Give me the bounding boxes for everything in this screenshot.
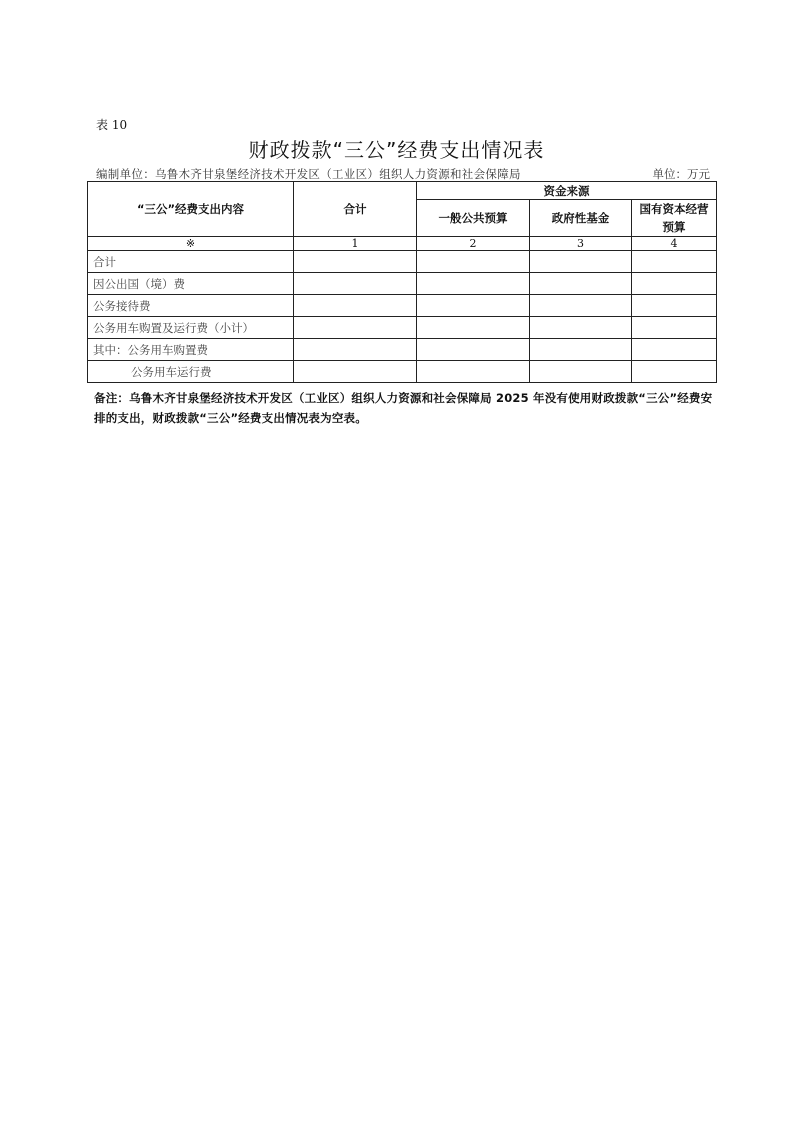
index-cell: 3 [530, 237, 632, 251]
unit-label: 单位：万元 [652, 167, 710, 181]
table-cell [417, 251, 530, 273]
table-row [88, 361, 717, 383]
table-cell [417, 361, 530, 383]
header-general-budget: 一般公共预算 [417, 200, 530, 237]
table-cell [530, 251, 632, 273]
header-row-1 [88, 182, 717, 200]
table-cell [294, 251, 417, 273]
header-state-capital: 国有资本经营预算 [632, 200, 717, 237]
table-cell [632, 361, 717, 383]
table-cell [417, 317, 530, 339]
index-cell: 2 [417, 237, 530, 251]
compiler-label: 编制单位：乌鲁木齐甘泉堡经济技术开发区（工业区）组织人力资源和社会保障局 [96, 167, 521, 181]
table-row [88, 273, 717, 295]
table-cell [417, 273, 530, 295]
table-cell [530, 317, 632, 339]
table-row [88, 295, 717, 317]
table-cell [294, 361, 417, 383]
table-cell [632, 339, 717, 361]
row-label: 其中：公务用车购置费 [88, 339, 294, 361]
header-gov-fund: 政府性基金 [530, 200, 632, 237]
table-number: 表 10 [96, 118, 128, 132]
table-cell [294, 273, 417, 295]
expense-table [87, 181, 717, 383]
header-content: “三公”经费支出内容 [88, 182, 294, 237]
table-cell [530, 361, 632, 383]
row-label: 公务用车运行费 [88, 361, 294, 383]
table-cell [417, 295, 530, 317]
row-label: 公务用车购置及运行费（小计） [88, 317, 294, 339]
index-row [88, 237, 717, 251]
table-cell [632, 295, 717, 317]
table-row [88, 251, 717, 273]
table-cell [632, 251, 717, 273]
table-row [88, 317, 717, 339]
table-cell [530, 295, 632, 317]
table-cell [530, 273, 632, 295]
table-row [88, 339, 717, 361]
header-total: 合计 [294, 182, 417, 237]
table-cell [294, 339, 417, 361]
row-label: 合计 [88, 251, 294, 273]
table-cell [294, 317, 417, 339]
table-cell [632, 317, 717, 339]
header-funding-source: 资金来源 [417, 182, 717, 200]
table-cell [530, 339, 632, 361]
table-cell [294, 295, 417, 317]
table-cell [417, 339, 530, 361]
footnote: 备注：乌鲁木齐甘泉堡经济技术开发区（工业区）组织人力资源和社会保障局 2025 年没有使用财政拨款“三公”经费安排的支出，财政拨款“三公”经费支出情况表为空表。 [94, 391, 713, 425]
index-cell: ※ [88, 237, 294, 251]
index-cell: 1 [294, 237, 417, 251]
table-cell [632, 273, 717, 295]
index-cell: 4 [632, 237, 717, 251]
page-title: 财政拨款“三公”经费支出情况表 [248, 138, 545, 162]
row-label: 因公出国（境）费 [88, 273, 294, 295]
row-label: 公务接待费 [88, 295, 294, 317]
